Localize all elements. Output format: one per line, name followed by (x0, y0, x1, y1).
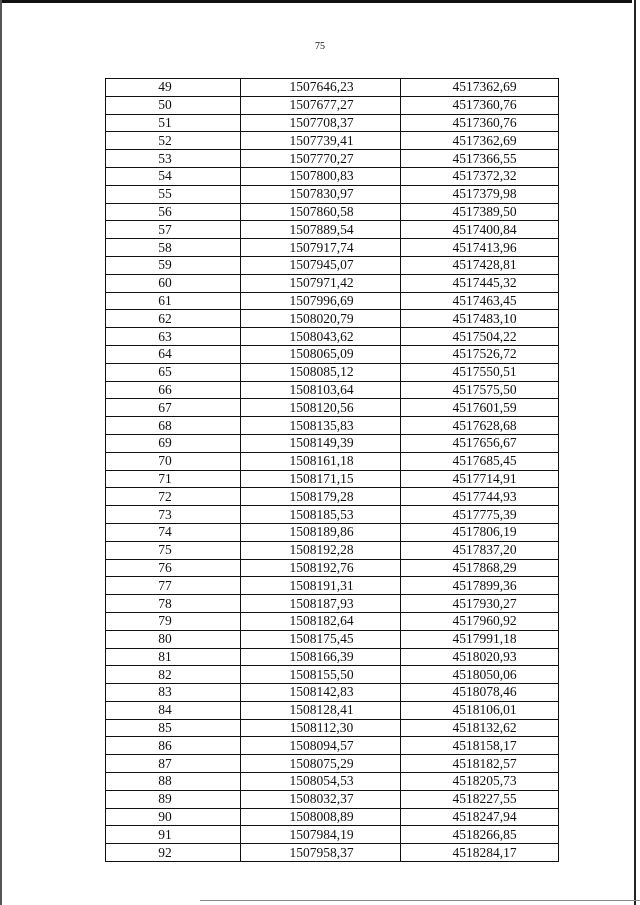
x-coordinate-cell: 1507917,74 (241, 239, 401, 257)
y-coordinate-cell: 4518284,17 (401, 844, 559, 862)
point-number-cell: 67 (106, 399, 241, 417)
x-coordinate-cell: 1508043,62 (241, 328, 401, 346)
table-row (106, 310, 559, 328)
y-coordinate-cell: 4517685,45 (401, 452, 559, 470)
x-coordinate-cell: 1507945,07 (241, 256, 401, 274)
table-row (106, 648, 559, 666)
x-coordinate-cell: 1508085,12 (241, 363, 401, 381)
table-row (106, 630, 559, 648)
y-coordinate-cell: 4517656,67 (401, 434, 559, 452)
table-row (106, 719, 559, 737)
table-row (106, 506, 559, 524)
y-coordinate-cell: 4518266,85 (401, 826, 559, 844)
point-number-cell: 65 (106, 363, 241, 381)
point-number-cell: 62 (106, 310, 241, 328)
y-coordinate-cell: 4518050,06 (401, 666, 559, 684)
y-coordinate-cell: 4517362,69 (401, 132, 559, 150)
y-coordinate-cell: 4517372,32 (401, 167, 559, 185)
y-coordinate-cell: 4518182,57 (401, 755, 559, 773)
y-coordinate-cell: 4517504,22 (401, 328, 559, 346)
point-number-cell: 52 (106, 132, 241, 150)
table-row (106, 595, 559, 613)
point-number-cell: 83 (106, 684, 241, 702)
x-coordinate-cell: 1507889,54 (241, 221, 401, 239)
scan-border-top (0, 0, 632, 3)
point-number-cell: 75 (106, 541, 241, 559)
table-row (106, 577, 559, 595)
y-coordinate-cell: 4518078,46 (401, 684, 559, 702)
table-row (106, 737, 559, 755)
point-number-cell: 63 (106, 328, 241, 346)
table-row (106, 399, 559, 417)
table-row (106, 417, 559, 435)
table-row (106, 239, 559, 257)
x-coordinate-cell: 1508008,89 (241, 808, 401, 826)
x-coordinate-cell: 1508020,79 (241, 310, 401, 328)
x-coordinate-cell: 1508128,41 (241, 701, 401, 719)
x-coordinate-cell: 1508075,29 (241, 755, 401, 773)
point-number-cell: 79 (106, 612, 241, 630)
table-row (106, 114, 559, 132)
x-coordinate-cell: 1508149,39 (241, 434, 401, 452)
y-coordinate-cell: 4518227,55 (401, 790, 559, 808)
x-coordinate-cell: 1507770,27 (241, 150, 401, 168)
point-number-cell: 78 (106, 595, 241, 613)
point-number-cell: 64 (106, 345, 241, 363)
y-coordinate-cell: 4518247,94 (401, 808, 559, 826)
point-number-cell: 50 (106, 96, 241, 114)
table-row (106, 185, 559, 203)
table-row (106, 79, 559, 97)
table-row (106, 203, 559, 221)
table-row (106, 612, 559, 630)
scan-border-right (634, 0, 636, 905)
table-row (106, 844, 559, 862)
point-number-cell: 91 (106, 826, 241, 844)
table-row (106, 826, 559, 844)
point-number-cell: 61 (106, 292, 241, 310)
point-number-cell: 58 (106, 239, 241, 257)
y-coordinate-cell: 4517379,98 (401, 185, 559, 203)
table-row (106, 808, 559, 826)
y-coordinate-cell: 4517991,18 (401, 630, 559, 648)
point-number-cell: 82 (106, 666, 241, 684)
x-coordinate-cell: 1508192,28 (241, 541, 401, 559)
table-row (106, 452, 559, 470)
point-number-cell: 66 (106, 381, 241, 399)
x-coordinate-cell: 1508135,83 (241, 417, 401, 435)
table-row (106, 381, 559, 399)
y-coordinate-cell: 4517389,50 (401, 203, 559, 221)
table-row (106, 256, 559, 274)
y-coordinate-cell: 4517550,51 (401, 363, 559, 381)
y-coordinate-cell: 4517362,69 (401, 79, 559, 97)
y-coordinate-cell: 4517628,68 (401, 417, 559, 435)
table-row (106, 559, 559, 577)
point-number-cell: 81 (106, 648, 241, 666)
point-number-cell: 88 (106, 773, 241, 791)
y-coordinate-cell: 4517413,96 (401, 239, 559, 257)
point-number-cell: 49 (106, 79, 241, 97)
point-number-cell: 86 (106, 737, 241, 755)
point-number-cell: 84 (106, 701, 241, 719)
point-number-cell: 51 (106, 114, 241, 132)
table-row (106, 132, 559, 150)
y-coordinate-cell: 4517806,19 (401, 523, 559, 541)
x-coordinate-cell: 1507800,83 (241, 167, 401, 185)
table-row (106, 150, 559, 168)
table-row (106, 363, 559, 381)
y-coordinate-cell: 4517575,50 (401, 381, 559, 399)
y-coordinate-cell: 4517868,29 (401, 559, 559, 577)
x-coordinate-cell: 1507971,42 (241, 274, 401, 292)
table-row (106, 96, 559, 114)
scan-border-left (0, 0, 2, 905)
table-row (106, 345, 559, 363)
table-row (106, 292, 559, 310)
table-row (106, 274, 559, 292)
x-coordinate-cell: 1507958,37 (241, 844, 401, 862)
table-row (106, 470, 559, 488)
x-coordinate-cell: 1508103,64 (241, 381, 401, 399)
table-row (106, 790, 559, 808)
table-row (106, 523, 559, 541)
y-coordinate-cell: 4517601,59 (401, 399, 559, 417)
point-number-cell: 55 (106, 185, 241, 203)
table-row (106, 221, 559, 239)
table-row (106, 701, 559, 719)
x-coordinate-cell: 1507860,58 (241, 203, 401, 221)
y-coordinate-cell: 4518205,73 (401, 773, 559, 791)
y-coordinate-cell: 4517366,55 (401, 150, 559, 168)
x-coordinate-cell: 1508065,09 (241, 345, 401, 363)
point-number-cell: 53 (106, 150, 241, 168)
scan-border-bottom (200, 900, 640, 901)
x-coordinate-cell: 1508189,86 (241, 523, 401, 541)
x-coordinate-cell: 1507677,27 (241, 96, 401, 114)
point-number-cell: 87 (106, 755, 241, 773)
y-coordinate-cell: 4517400,84 (401, 221, 559, 239)
point-number-cell: 59 (106, 256, 241, 274)
point-number-cell: 74 (106, 523, 241, 541)
x-coordinate-cell: 1507708,37 (241, 114, 401, 132)
y-coordinate-cell: 4517930,27 (401, 595, 559, 613)
x-coordinate-cell: 1508112,30 (241, 719, 401, 737)
table-row (106, 434, 559, 452)
table-row (106, 773, 559, 791)
y-coordinate-cell: 4517837,20 (401, 541, 559, 559)
table-row (106, 755, 559, 773)
y-coordinate-cell: 4517428,81 (401, 256, 559, 274)
y-coordinate-cell: 4517360,76 (401, 96, 559, 114)
y-coordinate-cell: 4517463,45 (401, 292, 559, 310)
coordinates-table (105, 78, 559, 862)
x-coordinate-cell: 1508142,83 (241, 684, 401, 702)
point-number-cell: 56 (106, 203, 241, 221)
x-coordinate-cell: 1508155,50 (241, 666, 401, 684)
x-coordinate-cell: 1508161,18 (241, 452, 401, 470)
y-coordinate-cell: 4518106,01 (401, 701, 559, 719)
point-number-cell: 57 (106, 221, 241, 239)
x-coordinate-cell: 1508171,15 (241, 470, 401, 488)
table-row (106, 541, 559, 559)
table-row (106, 488, 559, 506)
x-coordinate-cell: 1508191,31 (241, 577, 401, 595)
y-coordinate-cell: 4517483,10 (401, 310, 559, 328)
x-coordinate-cell: 1508120,56 (241, 399, 401, 417)
x-coordinate-cell: 1508179,28 (241, 488, 401, 506)
y-coordinate-cell: 4518158,17 (401, 737, 559, 755)
point-number-cell: 85 (106, 719, 241, 737)
y-coordinate-cell: 4517899,36 (401, 577, 559, 595)
y-coordinate-cell: 4517744,93 (401, 488, 559, 506)
point-number-cell: 89 (106, 790, 241, 808)
x-coordinate-cell: 1508094,57 (241, 737, 401, 755)
x-coordinate-cell: 1508187,93 (241, 595, 401, 613)
point-number-cell: 80 (106, 630, 241, 648)
x-coordinate-cell: 1508182,64 (241, 612, 401, 630)
y-coordinate-cell: 4517360,76 (401, 114, 559, 132)
x-coordinate-cell: 1507739,41 (241, 132, 401, 150)
point-number-cell: 72 (106, 488, 241, 506)
table-row (106, 167, 559, 185)
x-coordinate-cell: 1508192,76 (241, 559, 401, 577)
x-coordinate-cell: 1508166,39 (241, 648, 401, 666)
table-row (106, 684, 559, 702)
point-number-cell: 69 (106, 434, 241, 452)
point-number-cell: 71 (106, 470, 241, 488)
y-coordinate-cell: 4517775,39 (401, 506, 559, 524)
point-number-cell: 73 (106, 506, 241, 524)
coordinates-table-body (106, 79, 559, 862)
x-coordinate-cell: 1508032,37 (241, 790, 401, 808)
point-number-cell: 76 (106, 559, 241, 577)
x-coordinate-cell: 1507830,97 (241, 185, 401, 203)
x-coordinate-cell: 1507984,19 (241, 826, 401, 844)
x-coordinate-cell: 1507646,23 (241, 79, 401, 97)
table-row (106, 666, 559, 684)
x-coordinate-cell: 1507996,69 (241, 292, 401, 310)
x-coordinate-cell: 1508175,45 (241, 630, 401, 648)
y-coordinate-cell: 4517445,32 (401, 274, 559, 292)
point-number-cell: 54 (106, 167, 241, 185)
point-number-cell: 90 (106, 808, 241, 826)
y-coordinate-cell: 4517960,92 (401, 612, 559, 630)
point-number-cell: 68 (106, 417, 241, 435)
y-coordinate-cell: 4517526,72 (401, 345, 559, 363)
x-coordinate-cell: 1508185,53 (241, 506, 401, 524)
y-coordinate-cell: 4518132,62 (401, 719, 559, 737)
point-number-cell: 70 (106, 452, 241, 470)
y-coordinate-cell: 4518020,93 (401, 648, 559, 666)
table-row (106, 328, 559, 346)
point-number-cell: 77 (106, 577, 241, 595)
y-coordinate-cell: 4517714,91 (401, 470, 559, 488)
page-number: 75 (315, 41, 325, 52)
x-coordinate-cell: 1508054,53 (241, 773, 401, 791)
point-number-cell: 60 (106, 274, 241, 292)
point-number-cell: 92 (106, 844, 241, 862)
